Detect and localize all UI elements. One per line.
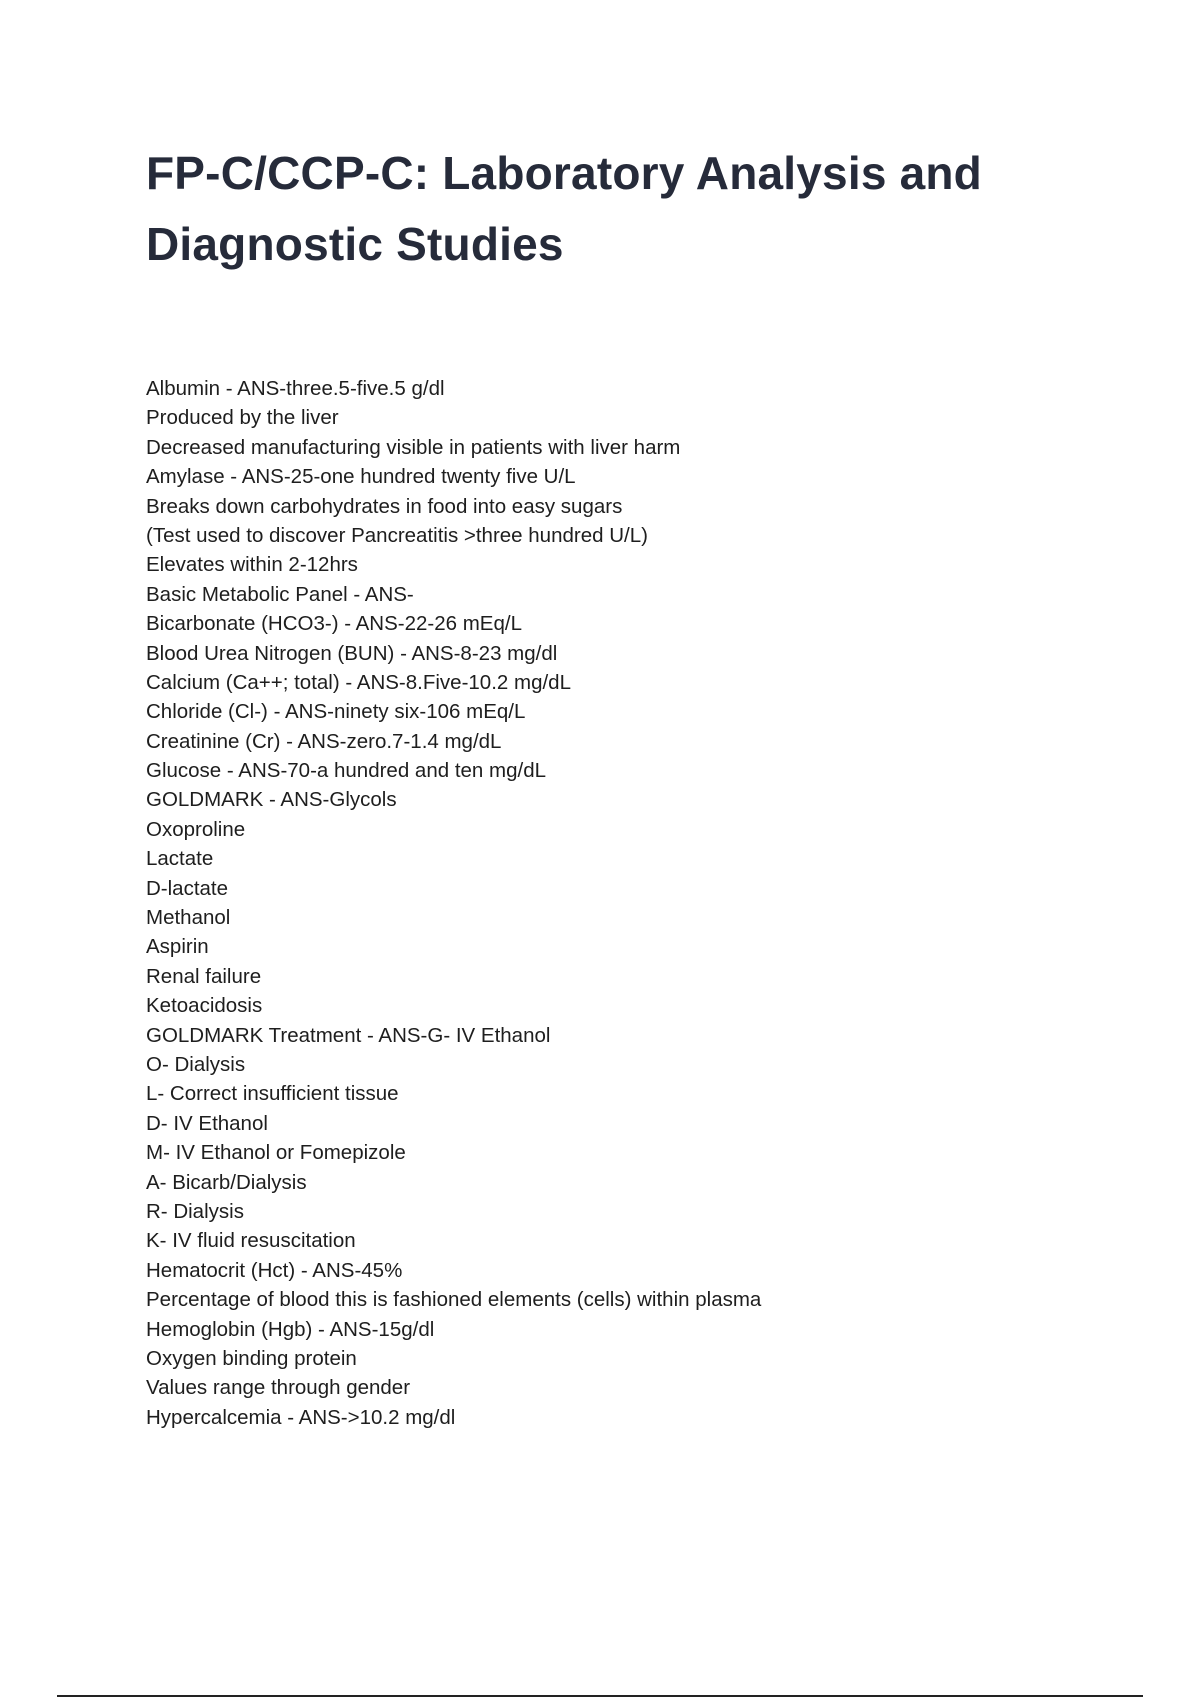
text-line: Glucose - ANS-70-a hundred and ten mg/dL [146,759,546,783]
text-line: Decreased manufacturing visible in patients with liver harm [146,435,681,459]
text-line: A- Bicarb/Dialysis [146,1170,307,1194]
text-line: Percentage of blood this is fashioned elements (cells) within plasma [146,1288,762,1312]
text-line: Oxoproline [146,817,246,841]
footer-divider [57,1695,1143,1697]
text-line: Hematocrit (Hct) - ANS-45% [146,1258,403,1282]
text-line: Hypercalcemia - ANS->10.2 mg/dl [146,1405,456,1429]
text-line: (Test used to discover Pancreatitis >three hundred U/L) [146,523,648,547]
text-line: Produced by the liver [146,406,339,430]
text-line: Basic Metabolic Panel - ANS- [146,582,414,606]
text-line: M- IV Ethanol or Fomepizole [146,1141,406,1165]
text-line: Breaks down carbohydrates in food into easy sugars [146,494,623,518]
text-line: Aspirin [146,935,209,959]
text-line: Bicarbonate (HCO3-) - ANS-22-26 mEq/L [146,612,522,636]
text-line: Calcium (Ca++; total) - ANS-8.Five-10.2 mg/dL [146,670,571,694]
text-line: Methanol [146,906,231,930]
text-line: Renal failure [146,964,262,988]
text-line: Lactate [146,847,214,871]
text-line: Hemoglobin (Hgb) - ANS-15g/dl [146,1317,435,1341]
content-lines [146,374,1106,1432]
text-line: Blood Urea Nitrogen (BUN) - ANS-8-23 mg/dl [146,641,558,665]
text-line: D-lactate [146,876,229,900]
text-line: GOLDMARK - ANS-Glycols [146,788,397,812]
text-line: Creatinine (Cr) - ANS-zero.7-1.4 mg/dL [146,729,502,753]
text-line: GOLDMARK Treatment - ANS-G- IV Ethanol [146,1023,551,1047]
text-line: Elevates within 2-12hrs [146,553,358,577]
text-line: Ketoacidosis [146,994,263,1018]
page-title: FP-C/CCP-C: Laboratory Analysis and Diagnostic Studies [146,147,982,270]
text-line: K- IV fluid resuscitation [146,1229,356,1253]
text-line: Chloride (Cl-) - ANS-ninety six-106 mEq/L [146,700,526,724]
text-line: R- Dialysis [146,1199,244,1223]
text-line: Values range through gender [146,1376,411,1400]
text-line: Albumin - ANS-three.5-five.5 g/dl [146,377,445,400]
text-line: Oxygen binding protein [146,1346,357,1370]
text-line: Amylase - ANS-25-one hundred twenty five U/L [146,465,576,489]
text-line: L- Correct insufficient tissue [146,1082,399,1106]
text-line: D- IV Ethanol [146,1111,268,1135]
text-line: O- Dialysis [146,1052,246,1076]
